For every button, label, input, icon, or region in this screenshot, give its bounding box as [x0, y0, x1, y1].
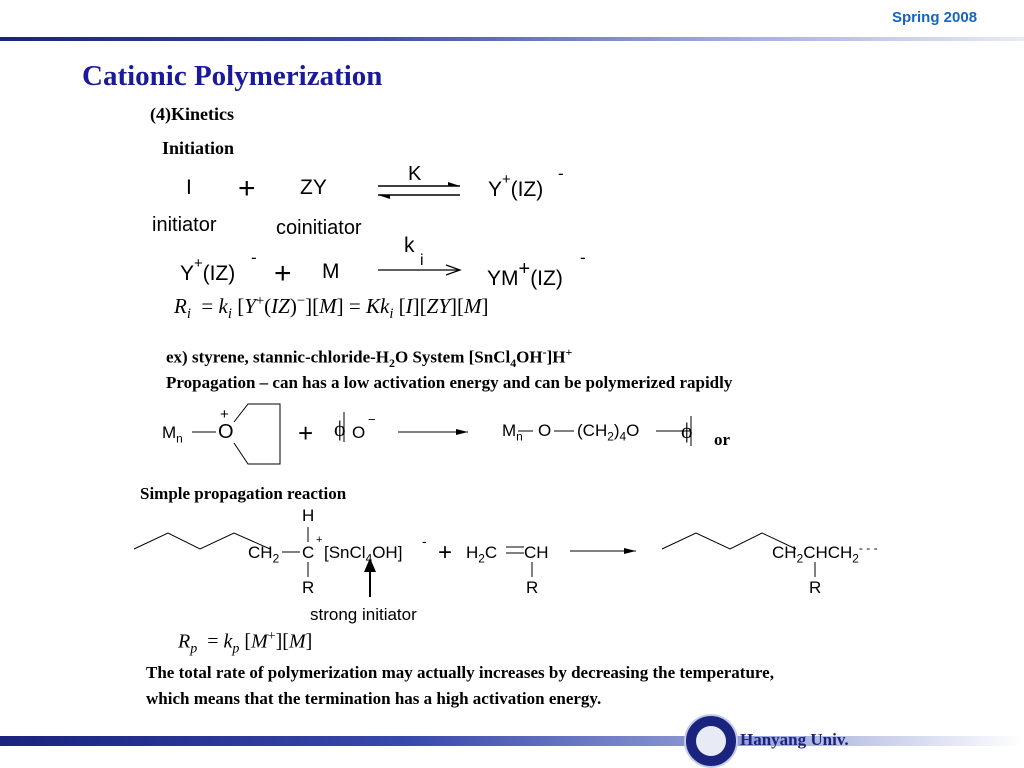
initiation-rate-equation: $R_i = k_i$ $[Y^+(IZ)^-][M] = Kk_i$ [I][ZY][M] [174, 293, 489, 323]
mn-label: $M_n$ [162, 423, 183, 446]
monomer-h2c: $H_2C$ [466, 543, 498, 566]
propagation-text: Propagation – can has a low activation energy and can be polymerized rapidly [166, 373, 733, 392]
ym-cation: YM [487, 267, 519, 290]
example-text: ex) styrene, stannic-$chloride-H_2O$ System [SnCl$_4$OH-]H+ [166, 345, 573, 371]
plus-superscript: + [502, 172, 511, 188]
university-seal [684, 714, 738, 768]
plus-superscript: + [194, 256, 203, 272]
simple-propagation-heading: Simple propagation reaction [140, 484, 347, 503]
ch2-group: $CH_2$ [248, 543, 280, 566]
university-name: Hanyang Univ. [740, 730, 849, 749]
coinitiator-label: coinitiator [276, 217, 362, 239]
minus-superscript: - [580, 248, 586, 267]
monomer-r-group: R [526, 578, 539, 597]
plus-sign: + [438, 539, 453, 566]
rate-constant-k: k [404, 234, 415, 257]
y-cation: Y [488, 178, 503, 201]
initiator-label: initiator [152, 214, 217, 236]
carbocation-charge: + [316, 534, 323, 546]
y-cation: Y [180, 262, 195, 285]
minus-superscript: - [558, 164, 564, 183]
propagation-rate-equation: $R_p = k_p$ [M+][M] [178, 629, 313, 657]
counterion-complex: [SnCl$_4$OH] [324, 543, 403, 566]
or-label: or [714, 430, 731, 449]
iz-counterion: (IZ) [202, 262, 236, 285]
oxonium-charge: + [220, 406, 229, 423]
monomer-ch: CH [524, 543, 549, 562]
rate-constant-subscript: i [420, 252, 424, 269]
ym-product [487, 260, 563, 291]
iz-counterion: (IZ) [530, 267, 563, 290]
plus-sign: + [298, 418, 314, 448]
product-oxygen: O [538, 421, 552, 440]
conclusion-line-1: The total rate of polymerization may actually increases by decreasing the temperature, [146, 663, 774, 682]
iz-counterion: (IZ) [510, 178, 544, 201]
phi-symbol-product: ϕ [681, 418, 693, 443]
counterion-charge: - [422, 533, 427, 549]
semester-label: Spring 2008 [892, 9, 978, 26]
carbocation: C [302, 543, 315, 562]
equilibrium-constant: K [408, 163, 422, 185]
initiator-symbol: I [186, 176, 192, 199]
ch2-chain: $(CH_2)_4O$ [577, 421, 640, 444]
oxygen-anion-charge: − [368, 412, 376, 427]
section-heading: (4)Kinetics [150, 104, 234, 124]
page-title: Cationic Polymerization [82, 60, 383, 92]
plus-sign: + [238, 172, 256, 205]
oxonium-oxygen: O [218, 421, 234, 443]
coinitiator-symbol: ZY [300, 176, 327, 199]
oxygen-anion: O [352, 423, 366, 442]
strong-initiator-label: strong initiator [310, 605, 417, 624]
h-atom: H [302, 506, 315, 525]
minus-superscript: - [251, 248, 257, 267]
plus-superscript: + [518, 258, 531, 280]
r-group: R [302, 578, 315, 597]
plus-sign: + [274, 257, 292, 290]
footer-bar [0, 736, 1024, 746]
ion-pair-product [488, 172, 544, 202]
initiation-heading: Initiation [162, 138, 235, 158]
phi-symbol: ϕ [334, 416, 346, 441]
polymer-product: $CH_2CHCH_2^{- - -}$ [772, 541, 878, 566]
product-mn: $M_n$ [502, 421, 523, 444]
monomer-symbol: M [322, 260, 340, 283]
conclusion-line-2: which means that the termination has a high activation energy. [146, 689, 602, 708]
ion-pair-reactant [180, 256, 236, 286]
product-r-group: R [809, 578, 822, 597]
